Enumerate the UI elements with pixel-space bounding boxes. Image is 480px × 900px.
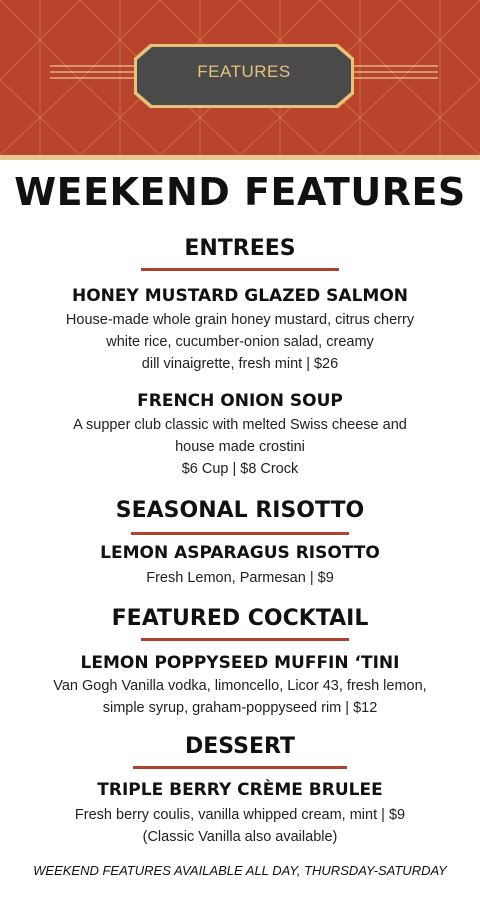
item-desc-onion-soup	[20, 414, 460, 480]
section-heading-risotto: SEASONAL RISOTTO	[115, 498, 365, 523]
item-title-cocktail: LEMON POPPYSEED MUFFIN ‘TINI	[80, 653, 400, 673]
item-title-creme-brulee: TRIPLE BERRY CRÈME BRULEE	[97, 780, 383, 800]
item-title-onion-soup: FRENCH ONION SOUP	[137, 391, 343, 411]
header-banner	[0, 0, 480, 155]
section-heading-cocktail: FEATURED COCKTAIL	[111, 606, 369, 631]
item-title-risotto: LEMON ASPARAGUS RISOTTO	[100, 543, 380, 563]
desc-line: (Classic Vanilla also available)	[142, 829, 338, 845]
section-rule	[141, 268, 339, 271]
availability-note: WEEKEND FEATURES AVAILABLE ALL DAY, THURSDAY-SATURDAY	[33, 863, 447, 878]
section-heading-entrees: ENTREES	[184, 236, 296, 261]
desc-line: A supper club classic with melted Swiss cheese and	[73, 417, 407, 433]
desc-line: Van Gogh Vanilla vodka, limoncello, Licor 43, fresh lemon,	[53, 678, 427, 694]
section-rule	[133, 766, 347, 769]
features-badge: FEATURES	[197, 62, 291, 81]
banner-divider	[0, 155, 480, 160]
page-title: WEEKEND FEATURES	[14, 170, 466, 214]
section-heading-dessert: DESSERT	[185, 734, 295, 759]
item-desc-cocktail	[20, 675, 460, 719]
item-desc-creme-brulee	[20, 804, 460, 848]
desc-line: Fresh berry coulis, vanilla whipped cream, mint | $9	[74, 807, 406, 823]
desc-line: House-made whole grain honey mustard, citrus cherry	[65, 312, 415, 328]
desc-line: Fresh Lemon, Parmesan | $9	[146, 570, 334, 586]
section-rule	[131, 532, 349, 535]
desc-line: house made crostini	[175, 439, 305, 455]
desc-line: white rice, cucumber-onion salad, creamy	[106, 334, 374, 350]
item-desc-salmon	[20, 309, 460, 375]
desc-line: dill vinaigrette, fresh mint | $26	[141, 356, 339, 372]
desc-line: simple syrup, graham-poppyseed rim | $12	[102, 700, 378, 716]
item-desc-risotto	[20, 567, 460, 589]
desc-line: $6 Cup | $8 Crock	[181, 461, 299, 477]
section-rule	[141, 638, 349, 641]
item-title-salmon: HONEY MUSTARD GLAZED SALMON	[71, 286, 408, 306]
